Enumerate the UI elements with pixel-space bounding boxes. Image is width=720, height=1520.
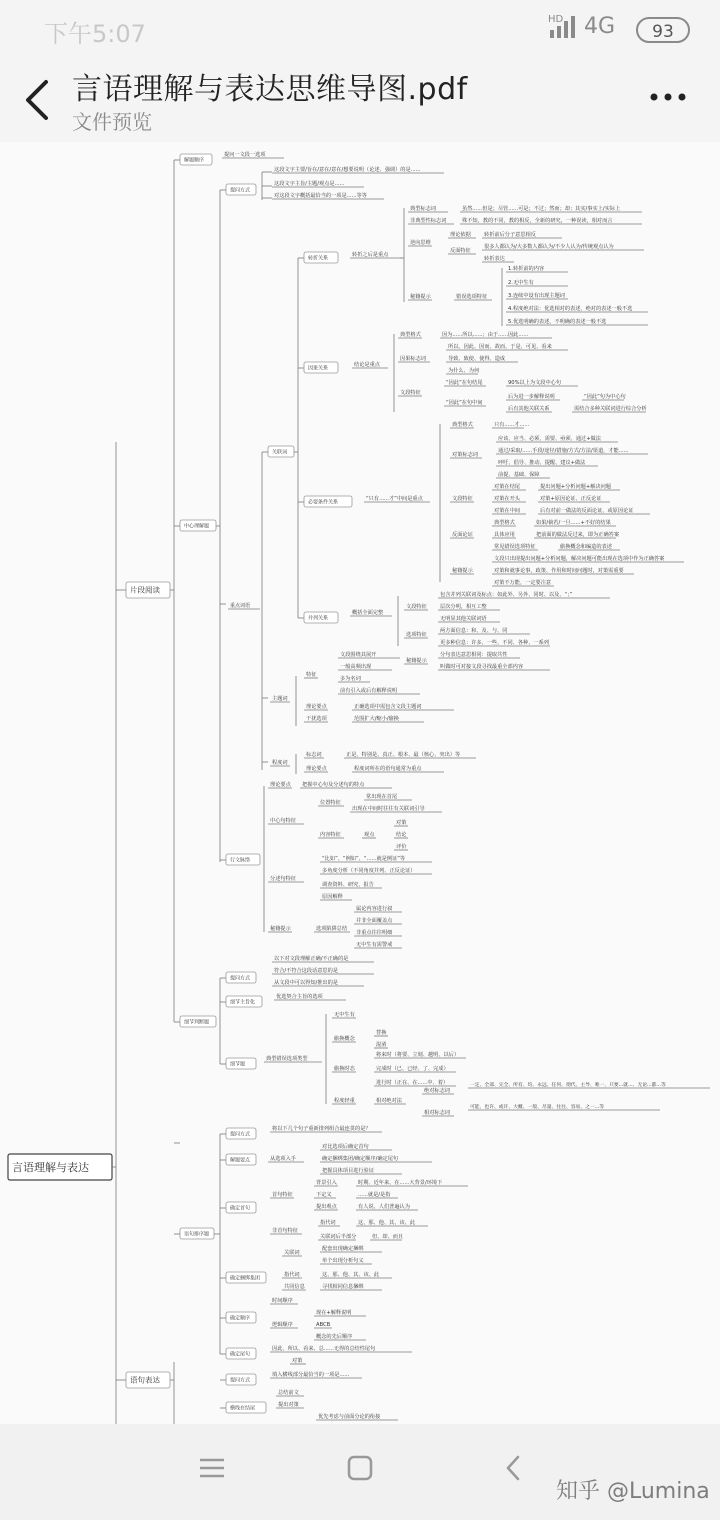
node-bing-lie: 并列关系 bbox=[308, 615, 329, 622]
label: 提出观点 bbox=[316, 1204, 337, 1210]
value: 将以下几个句子重新排列组合最连贯的是？ bbox=[272, 1126, 371, 1132]
value: 并非全面覆盖点 bbox=[356, 918, 393, 924]
label: 观点 bbox=[364, 832, 375, 838]
label: 程度轻重 bbox=[334, 1098, 355, 1104]
value: 通过/采取/......手段/途径/措施/方式/方法/渠道，才能...... bbox=[498, 448, 629, 454]
value: 总结前文 bbox=[278, 1390, 299, 1396]
value: 后有对前一做法的反面论证，或原因论证 bbox=[540, 508, 634, 514]
status-bar bbox=[0, 0, 720, 60]
focus-bing-lie: 概括全面完整 bbox=[352, 610, 384, 616]
node-kun-bang: 确定捆绑集团 bbox=[230, 1275, 261, 1282]
label: 对策标志词 bbox=[452, 452, 478, 458]
value: 属论内容进行叙 bbox=[356, 906, 393, 912]
label: 文段特征 bbox=[400, 390, 421, 396]
value: 多为名词 bbox=[340, 676, 361, 682]
value: 一定、全部、完全、所有、均、永远、任何、彻代、主导、唯一、只要...就...、无论...都...等 bbox=[470, 1083, 666, 1088]
app-header bbox=[0, 60, 720, 142]
value: 需结合多种关联词进行综合分析 bbox=[574, 406, 647, 412]
label: 偷换概念 bbox=[334, 1036, 355, 1042]
value: ......就是/是指 bbox=[358, 1192, 391, 1198]
branch-pian-duan: 片段阅读 bbox=[130, 585, 160, 595]
value: 这、那、他、其、该、此 bbox=[322, 1272, 380, 1278]
label: 典型标志词 bbox=[410, 206, 436, 212]
label: 反面特征 bbox=[450, 248, 471, 254]
value: 这、那、他、其、该、此 bbox=[358, 1220, 416, 1226]
value: 转折表达 bbox=[484, 256, 505, 262]
node-bi-yao: 必要条件关系 bbox=[308, 499, 339, 506]
value: 从文段中可以得知/推出的是 bbox=[274, 980, 338, 986]
value: 应该、应当、必须、需要、亟须、通过+做法 bbox=[498, 436, 601, 442]
wrong-option: 1.转折前的内容 bbox=[508, 266, 545, 272]
value: 优先考虑与前面分论的衔接 bbox=[318, 1414, 381, 1420]
node-ti-wen: 提问方式 bbox=[230, 187, 251, 194]
label: 常见错误选项特征 bbox=[494, 544, 536, 550]
label: 典型格式 bbox=[400, 332, 421, 338]
label: 下定义 bbox=[316, 1192, 332, 1198]
value: 概念的先后顺序 bbox=[316, 1334, 353, 1340]
label: 非典型性标志词 bbox=[410, 218, 447, 224]
value: 但、却、而且 bbox=[372, 1234, 404, 1240]
label: 共同信息 bbox=[284, 1284, 305, 1290]
menu-icon[interactable] bbox=[198, 1454, 226, 1486]
value: 提出问题+分析问题+解决问题 bbox=[540, 484, 611, 490]
svg-text:HD: HD bbox=[548, 14, 564, 25]
value: 包含并列关联词及标点：如此外、另外、同时、以及、“；” bbox=[440, 592, 573, 598]
value: 更多种信息：许多、一些、不同、各种、一系列 bbox=[440, 640, 549, 646]
value: 将来时（将要、立刻、越明、以后） bbox=[376, 1052, 460, 1058]
label: 选项陷阱总结 bbox=[316, 926, 348, 932]
value: ABCB bbox=[316, 1322, 331, 1328]
node-que-ding-shou-ju: 确定首句 bbox=[230, 1205, 251, 1212]
value: 现在+解释说明 bbox=[316, 1310, 352, 1316]
square-home-icon[interactable] bbox=[346, 1454, 374, 1486]
value: 对策 bbox=[396, 820, 407, 826]
label: 标志词 bbox=[306, 752, 322, 758]
label: “因此”在句中间 bbox=[446, 400, 483, 406]
value: 对策不万能，一定要注意 bbox=[494, 580, 552, 586]
value: 程度词所在的语句通常为重点 bbox=[354, 766, 422, 772]
value: 无明显其他关联词语 bbox=[440, 616, 487, 622]
label: 逆向思维 bbox=[410, 240, 431, 246]
value: 如果/倘若/一旦......+不好的结果 bbox=[536, 520, 611, 526]
value: 以下对文段理解正确/不正确的是 bbox=[274, 956, 349, 962]
label: 秘籍提示 bbox=[410, 294, 431, 300]
value: “因此”句为中心句 bbox=[584, 394, 626, 400]
label: 理论要点 bbox=[270, 782, 291, 788]
root-node: 言语理解与表达 bbox=[12, 1160, 89, 1174]
label: 具体应用 bbox=[494, 532, 515, 538]
value: 90%以上为文段中心句 bbox=[508, 380, 562, 386]
node-xi-jie-zhu-zhi: 细节主旨化 bbox=[230, 999, 256, 1006]
value: 完成时（已、已经、了、完成） bbox=[376, 1066, 449, 1072]
node-zhuan-zhe: 转折关系 bbox=[308, 255, 329, 262]
triangle-back-icon[interactable] bbox=[500, 1454, 528, 1486]
pdf-preview[interactable] bbox=[0, 142, 720, 1424]
value: 评价 bbox=[396, 844, 407, 850]
value: 混淆 bbox=[376, 1042, 387, 1048]
label: 因果标志词 bbox=[400, 356, 426, 362]
value: 文段只出现提出问题+分析问题，解决问题可能出现在选项中作为正确答案 bbox=[494, 556, 665, 562]
value: 范围扩大/缩小/偷换 bbox=[354, 716, 399, 722]
value: 非重点往往明细 bbox=[356, 930, 393, 936]
value: 一般高频出现 bbox=[340, 664, 372, 670]
ti-wen-item: 对这段文字概括最恰当的一项是......等等 bbox=[274, 193, 367, 199]
node-xi-jie-ti-wen: 提问方式 bbox=[230, 975, 251, 982]
watermark-text: 知乎 @Lumina bbox=[556, 1479, 710, 1504]
node-yu-ju-pai-xu: 语句排序题 bbox=[184, 1231, 210, 1238]
network-type: 4G bbox=[584, 14, 616, 39]
label: 特征 bbox=[306, 672, 317, 678]
value: 所以、因此、因而、故而、于是、可见、看来 bbox=[448, 344, 552, 350]
label: 背景引入 bbox=[316, 1180, 337, 1186]
chevron-left-icon[interactable] bbox=[18, 74, 58, 126]
node-ti-wen-2: 提问方式 bbox=[230, 1377, 251, 1384]
label: 无中生有 bbox=[334, 1012, 355, 1018]
label: 秘籍提示 bbox=[270, 926, 291, 932]
value: “比如”、“例如”、“......就是例证”等 bbox=[322, 856, 406, 862]
label: 指代词 bbox=[320, 1220, 336, 1226]
label: 相对绝对法 bbox=[376, 1098, 402, 1104]
value: 殊不知，教的不同，教的相反，全新的研究，一种误读，相对而言 bbox=[462, 218, 613, 224]
wrong-option: 3.连续中设有出现主题词 bbox=[508, 293, 565, 299]
value: 层次分明，相互工整 bbox=[440, 604, 487, 610]
note-jie-ti: 提问一文段一选项 bbox=[224, 152, 266, 158]
label: 分述句特征 bbox=[270, 876, 296, 882]
value: 多角度分析（不同角度并列、正反论证） bbox=[322, 868, 416, 874]
label: 理论要点 bbox=[306, 766, 327, 772]
node-que-ding-wei-ju: 确定尾句 bbox=[230, 1351, 251, 1358]
value: 虽然......但是；尽管......可是；不过；然而；却；其实/事实上/实际上 bbox=[462, 206, 621, 212]
label: 秘籍提示 bbox=[406, 658, 427, 664]
label: 偷换时态 bbox=[334, 1066, 355, 1072]
wrong-option: 5.优选明确的表述，不明确的表述一般不选 bbox=[508, 319, 607, 325]
page-title: 言语理解与表达思维导图.pdf bbox=[72, 72, 468, 107]
system-nav-bar bbox=[0, 1424, 720, 1520]
node-xi-jie-ti: 细节题 bbox=[230, 1061, 246, 1068]
wrong-option: 2.无中生有 bbox=[508, 280, 534, 286]
value: 转折前后分子意思相反 bbox=[484, 232, 536, 238]
value: 可能、也许、或许、大概、一般、尽量、往往、容易、之一...等 bbox=[470, 1105, 605, 1110]
value: 导致、致使、使得、造成 bbox=[448, 356, 506, 362]
node-zhong-xin: 中心理解题 bbox=[184, 523, 210, 530]
wrong-option: 4.程度绝对法：优选相对的表述，绝对的表述一般不选 bbox=[508, 306, 633, 312]
label: 典型错误选项类型 bbox=[266, 1056, 308, 1062]
node-zhu-ti: 主题词 bbox=[272, 696, 288, 702]
label: 理论依据 bbox=[450, 232, 471, 238]
signal-icon bbox=[548, 12, 578, 45]
value: 常出现在首尾 bbox=[366, 794, 398, 800]
node-jie-ti-yao-dian: 解题要点 bbox=[230, 1157, 251, 1164]
battery-indicator: 93 bbox=[636, 17, 690, 43]
label: 时间顺序 bbox=[272, 1298, 293, 1304]
label: 反面论证 bbox=[452, 532, 473, 538]
mind-map bbox=[0, 142, 720, 1424]
label: 对策在中间 bbox=[494, 508, 520, 514]
value: 叫做时可对接文段寻找最重全部内容 bbox=[440, 664, 524, 670]
label: 典型格式 bbox=[452, 422, 473, 428]
value: 有人说、人们普遍认为 bbox=[358, 1204, 410, 1210]
label: 对策在结尾 bbox=[494, 484, 520, 490]
value: 结论 bbox=[396, 832, 407, 838]
node-guan-lian: 关联词 bbox=[272, 449, 288, 456]
status-time: 下午5:07 bbox=[44, 20, 146, 48]
label: 内容特征 bbox=[320, 832, 341, 838]
label: 位置特征 bbox=[320, 800, 341, 806]
value: 对策 bbox=[292, 1358, 303, 1364]
value: 分句表达意思相同：提取共性 bbox=[440, 652, 508, 658]
value: 前提、基础、保障 bbox=[498, 472, 540, 478]
value: 文段围绕其展开 bbox=[340, 652, 377, 658]
focus-yin-guo: 结论是重点 bbox=[354, 362, 380, 368]
value: 正是、特别是、真正、根本、最（核心、突出）等 bbox=[346, 752, 461, 758]
value: 因此、所以、看来、总......无得的总结性尾句 bbox=[272, 1346, 376, 1352]
value: 后为进一步解释说明 bbox=[508, 394, 555, 400]
value: 配套出现确定捆绑 bbox=[322, 1246, 364, 1252]
ti-wen-item: 这段文字主旨/主题/观点是...... bbox=[274, 181, 345, 187]
label: 干扰选项 bbox=[306, 716, 327, 722]
value: 前有引入或后有解释说明 bbox=[340, 688, 398, 694]
label: 非首句特征 bbox=[272, 1228, 298, 1234]
label: 指代词 bbox=[284, 1272, 300, 1278]
value: 对策和就事论事，政策、作用和时间问题时，对策需重要 bbox=[494, 568, 624, 574]
value: 很多人都认为/大多数人都认为/不少人认为/传统观点认为 bbox=[484, 244, 614, 250]
label: 逻辑顺序 bbox=[272, 1322, 293, 1328]
value: 后有其他关联关系 bbox=[508, 406, 550, 412]
page-subtitle: 文件预览 bbox=[72, 110, 152, 134]
label: 首句特征 bbox=[272, 1192, 293, 1198]
label: 对策在开头 bbox=[494, 496, 520, 502]
value: 出现在中间时往往有关联词引导 bbox=[352, 806, 425, 812]
label: 绝对标志词 bbox=[424, 1088, 450, 1094]
value: 对策+原因论证、正反论证 bbox=[540, 496, 602, 502]
value: 寻找相同信息捆绑 bbox=[322, 1284, 364, 1290]
value: 因为......所以......；由于......因此...... bbox=[442, 332, 529, 338]
ti-wen-item: 这段文字主要/旨在/意在/意在/想要说明（论述、强调）的是...... bbox=[274, 167, 421, 173]
value: 正确选项中需包含文段主题词 bbox=[354, 704, 422, 710]
node-zhong-dian: 重点词语 bbox=[230, 603, 251, 609]
node-yu-ju-ti-wen: 提问方式 bbox=[230, 1131, 251, 1138]
label: 典型格式 bbox=[494, 520, 515, 526]
value: 提出对策 bbox=[278, 1402, 299, 1408]
value: 呼吁、倡导、推动、提醒、建议+做法 bbox=[498, 460, 586, 466]
more-dots-icon[interactable] bbox=[648, 82, 688, 112]
value: 替换 bbox=[376, 1030, 387, 1036]
label: 相对标志词 bbox=[424, 1110, 450, 1116]
label: 中心句特征 bbox=[270, 818, 296, 824]
value: 单个出现分析句义 bbox=[322, 1258, 364, 1264]
value: 调查资料、研究、报告 bbox=[322, 882, 374, 888]
value: 只有......才...... bbox=[494, 422, 530, 428]
label: 错误选项特征 bbox=[456, 294, 488, 300]
value: 为什么、为何 bbox=[448, 368, 480, 374]
value: 进行时（正在、在......中、着） bbox=[376, 1080, 449, 1086]
node-xing-wen: 行文脉络 bbox=[230, 857, 251, 864]
value: 对比选项后确定首句 bbox=[322, 1144, 369, 1150]
label: “因此”在句结尾 bbox=[446, 380, 483, 386]
value: 确定捆绑集团/确定顺序/确定尾句 bbox=[322, 1156, 399, 1162]
value: 符合/不符合这段话意思的是 bbox=[274, 968, 338, 974]
label: 从选项入手 bbox=[270, 1156, 296, 1162]
value: 偷换概念和编造的表述 bbox=[560, 544, 612, 550]
node-heng-xian: 横线在结尾 bbox=[230, 1405, 256, 1412]
value: 把前面的做法反过来，即为正确答案 bbox=[536, 532, 620, 538]
branch-yu-ju: 语句表达 bbox=[130, 1375, 160, 1385]
value: 把握具体项目进行验证 bbox=[322, 1168, 374, 1174]
label: 理论要点 bbox=[306, 704, 327, 710]
focus-bi-yao: “只有......才”中间是重点 bbox=[366, 496, 423, 502]
value: 两方面信息：和、及、与、同 bbox=[440, 628, 508, 634]
label: 文段特征 bbox=[452, 496, 473, 502]
value: 把握中心句及分述句的特点 bbox=[302, 782, 365, 788]
label: 选项特征 bbox=[406, 632, 427, 638]
node-yin-guo: 因果关系 bbox=[308, 365, 329, 372]
label: 关联词后半部分 bbox=[320, 1234, 357, 1240]
value: 时期、近年来、在......大背景/环境下 bbox=[358, 1180, 443, 1186]
node-jie-ti-shun-xu: 解题顺序 bbox=[184, 157, 205, 164]
focus-zhuan-zhe: 转折之后是重点 bbox=[352, 252, 389, 258]
label: 秘籍提示 bbox=[452, 568, 473, 574]
node-cheng-du: 程度词 bbox=[272, 760, 288, 766]
value: 优选契合主旨的选项 bbox=[276, 994, 323, 1000]
value: 填入横线部分最恰当的一项是...... bbox=[272, 1372, 350, 1378]
value: 无中生有需警戒 bbox=[356, 942, 393, 948]
label: 文段特征 bbox=[406, 604, 427, 610]
node-xi-jie: 细节判断题 bbox=[184, 1019, 210, 1026]
label: 关联词 bbox=[284, 1250, 300, 1256]
node-que-ding-shun-xu: 确定顺序 bbox=[230, 1315, 251, 1322]
value: 原因解释 bbox=[322, 894, 343, 900]
